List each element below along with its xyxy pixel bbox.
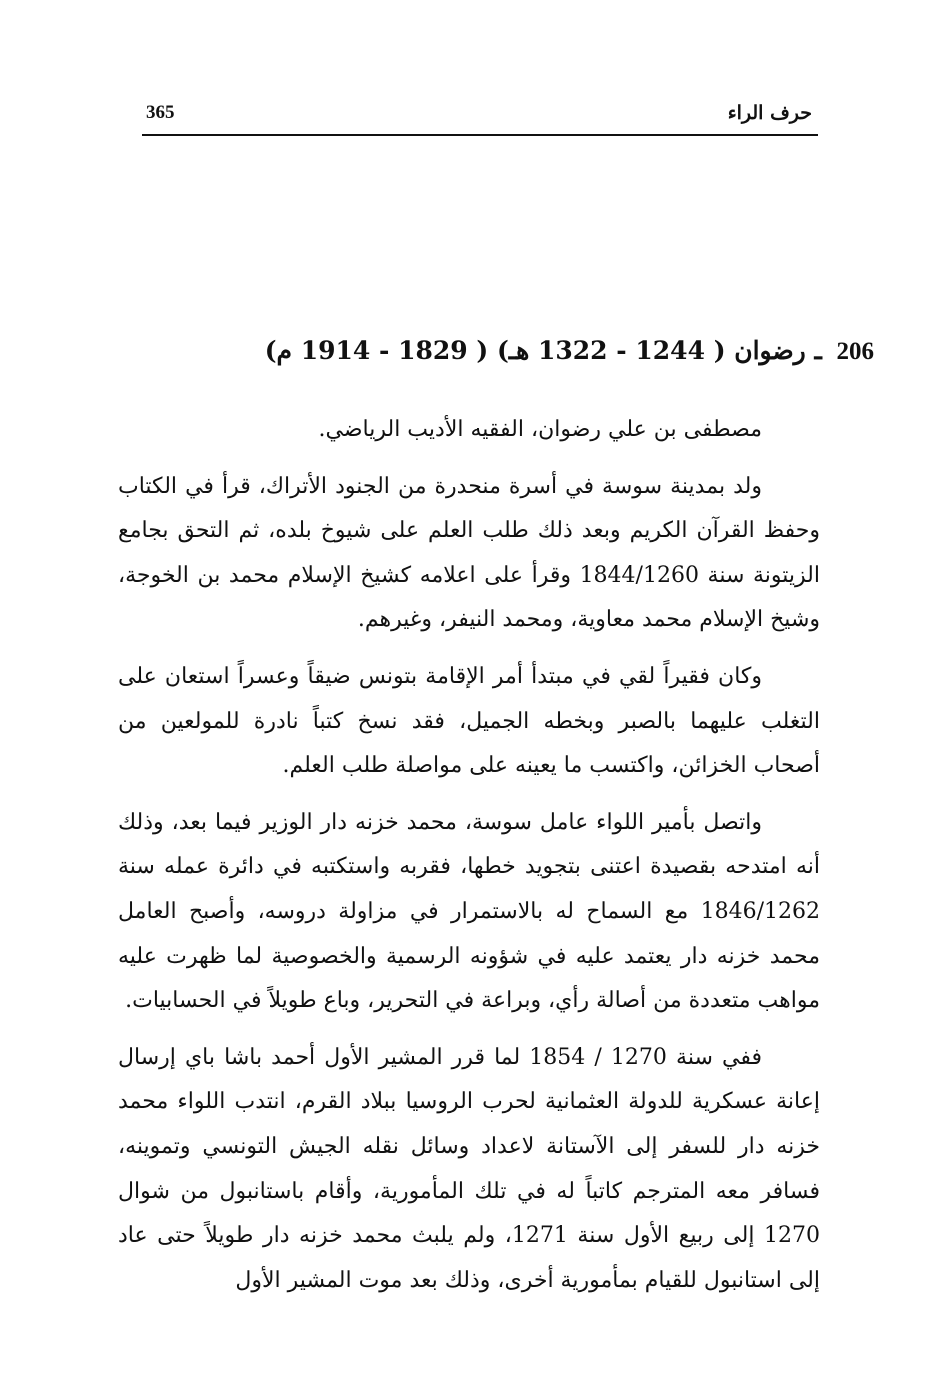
running-header: [142, 96, 818, 136]
paragraph-text: مصطفى بن علي رضوان، الفقيه الأديب الرياضي.: [318, 417, 762, 442]
entry-title: ـ رضوان ( 1244 - 1322 هـ) ( 1829 - 1914 م): [264, 336, 822, 365]
entry-number: 206: [836, 338, 874, 365]
chapter-title: حرف الراء: [727, 102, 812, 124]
entry-heading: [174, 336, 874, 366]
body-text: [118, 408, 820, 1315]
paragraph-text: ولد بمدينة سوسة في أسرة منحدرة من الجنود الأتراك، قرأ في الكتاب وحفظ القرآن الكريم وبعد ذلك طلب العلم على شيوخ بلده، ثم التحق بجامع الزيتونة سنة 1844/1260 وقرأ على اعلامه كشيخ الإسلام محمد بن الخوجة، وشيخ الإسلام محمد معاوية، ومحمد النيفر، وغيرهم.: [118, 473, 820, 633]
paragraph: [118, 801, 820, 1024]
paragraph: [118, 655, 820, 789]
page-number: 365: [146, 102, 175, 123]
paragraph: [118, 1036, 820, 1304]
paragraph: [118, 408, 820, 453]
paragraph-text: ففي سنة 1270 / 1854 لما قرر المشير الأول أحمد باشا باي إرسال إعانة عسكرية للدولة العثمانية لحرب الروسيا ببلاد القرم، انتدب اللواء محمد خزنه دار للسفر إلى الآستانة لاعداد وسائل نقله الجيش التونسي وتموينه، فسافر معه المترجم كاتباً له في تلك المأمورية، وأقام باستانبول من شوال 1270 إلى ربيع الأول سنة 1271، ولم يلبث محمد خزنه دار طويلاً حتى عاد إلى استانبول للقيام بمأمورية أخرى، وذلك بعد موت المشير الأول: [118, 1044, 820, 1293]
paragraph: [118, 465, 820, 643]
paragraph-text: وكان فقيراً لقي في مبتدأ أمر الإقامة بتونس ضيقاً وعسراً استعان على التغلب عليهما بالصبر وبخطه الجميل، فقد نسخ كتباً نادرة للمولعين من أصحاب الخزائن، واكتسب ما يعينه على مواصلة طلب العلم.: [118, 663, 820, 779]
paragraph-text: واتصل بأمير اللواء عامل سوسة، محمد خزنه دار الوزير فيما بعد، وذلك أنه امتدحه بقصيدة اعتنى بتجويد خطها، فقربه واستكتبه في دائرة عمله سنة 1846/1262 مع السماح له بالاستمرار في مزاولة دروسه، وأصبح العامل محمد خزنه دار يعتمد عليه في شؤونه الرسمية والخصوصية لما ظهرت عليه مواهب متعددة من أصالة رأي، وبراعة في التحرير، وباع طويلاً في الحسابيات.: [118, 809, 820, 1014]
